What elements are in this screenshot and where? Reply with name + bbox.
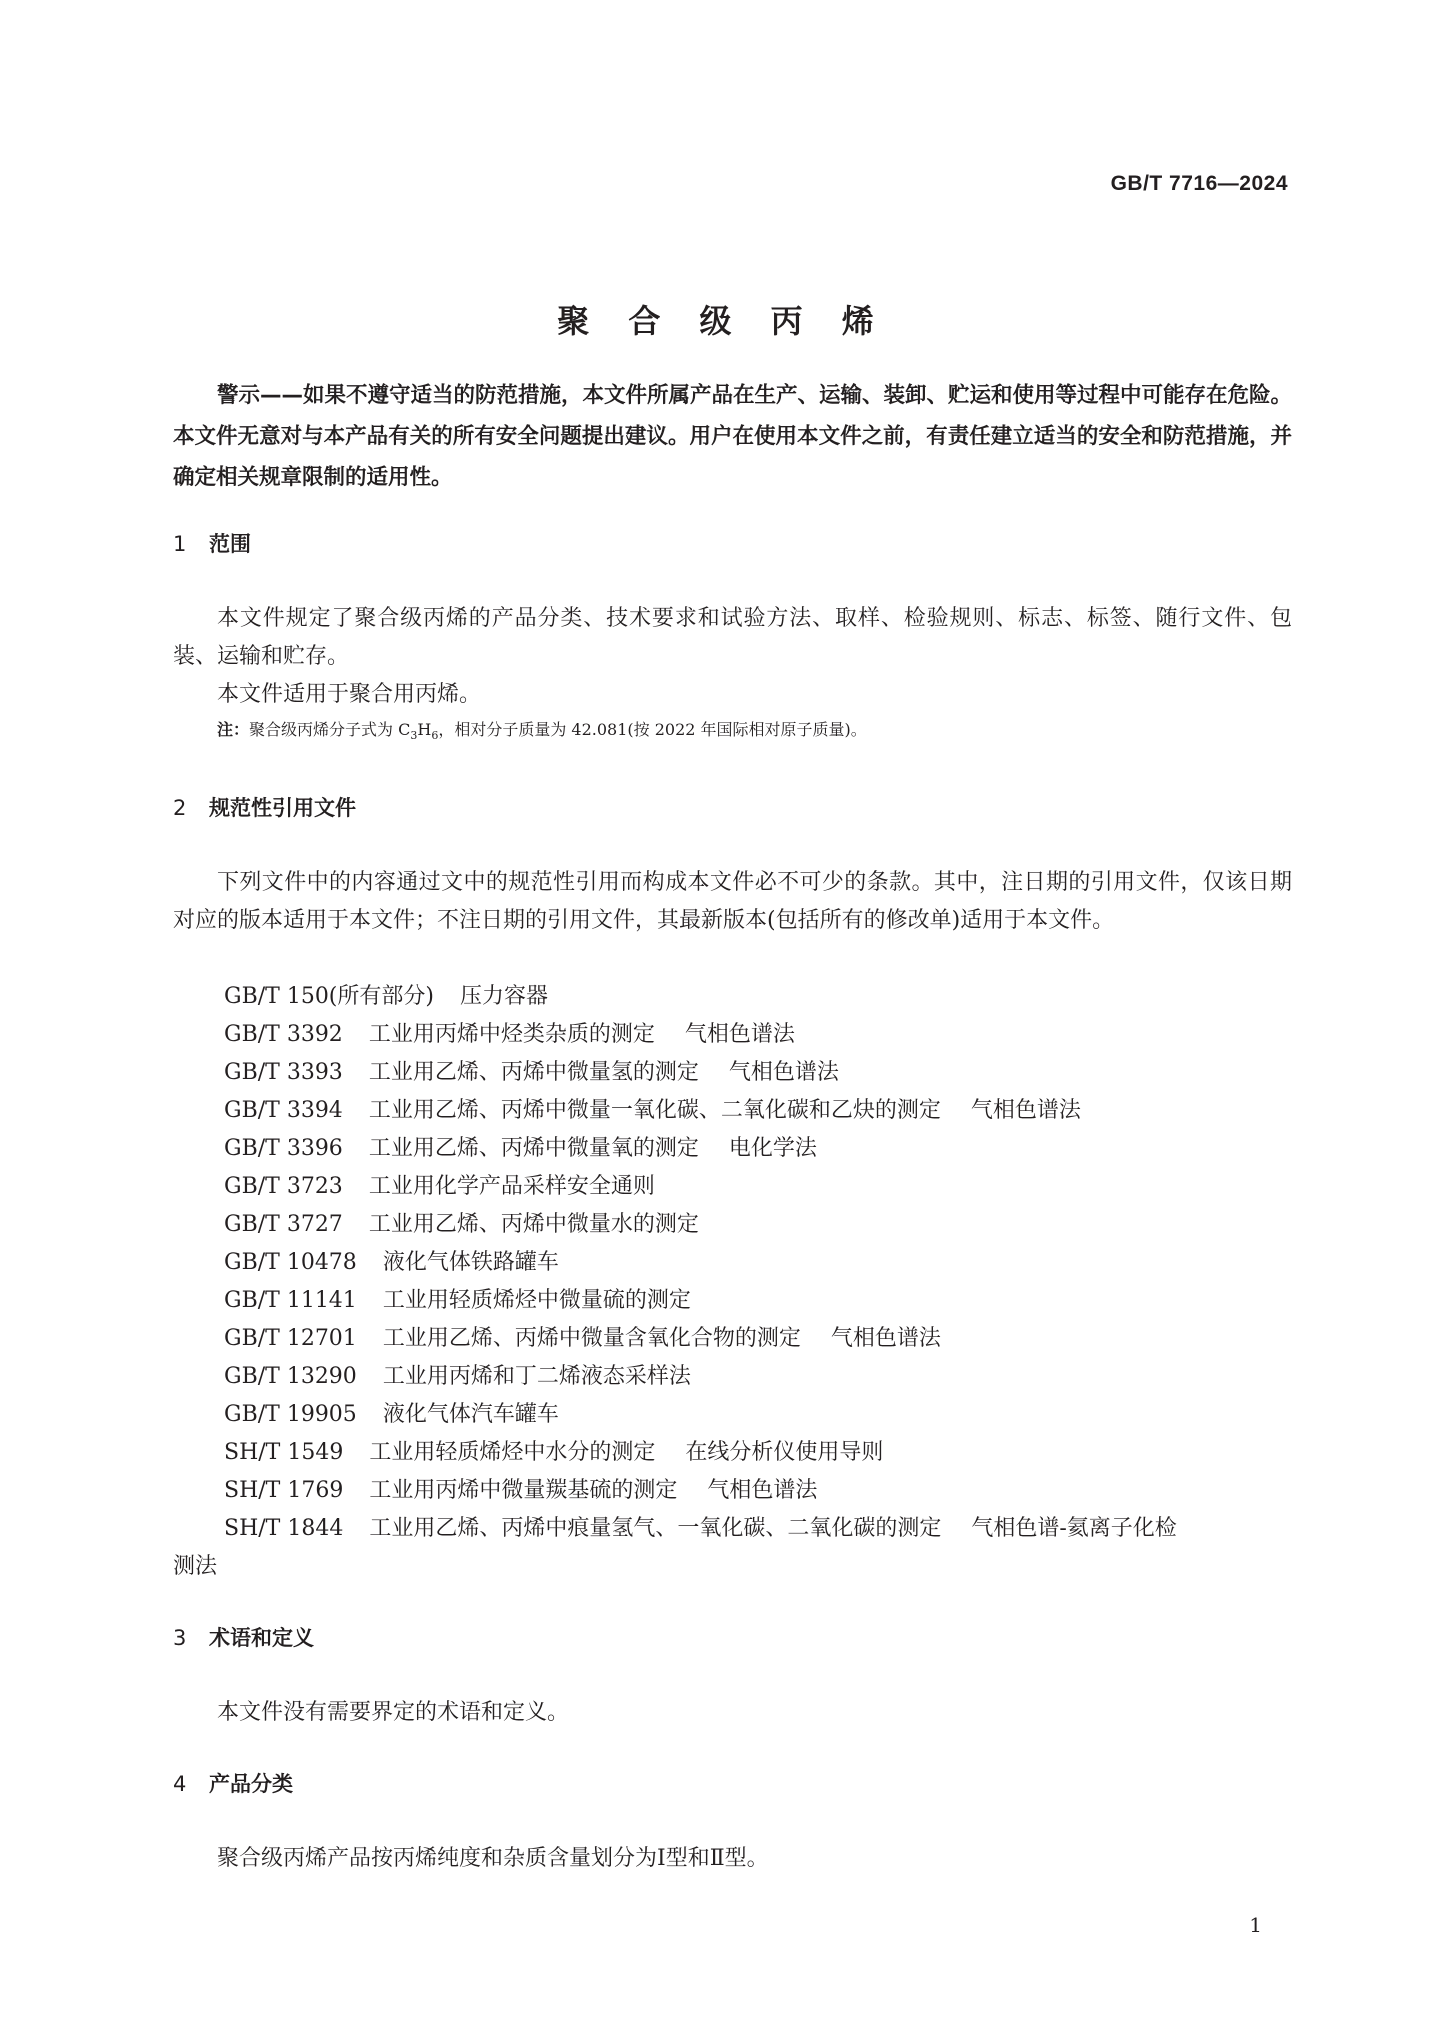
reference-title: 压力容器 bbox=[459, 984, 548, 1009]
reference-code: GB/T 150(所有部分) bbox=[224, 984, 434, 1009]
reference-item bbox=[224, 1244, 559, 1282]
reference-item bbox=[224, 1054, 839, 1092]
reference-title: 工业用乙烯、丙烯中微量水的测定 bbox=[368, 1212, 699, 1237]
reference-title: 工业用乙烯、丙烯中微量一氧化碳、二氧化碳和乙炔的测定 bbox=[368, 1098, 941, 1123]
reference-title: 液化气体铁路罐车 bbox=[382, 1250, 559, 1275]
section-1-paragraph-2: 本文件适用于聚合用丙烯。 bbox=[217, 682, 482, 707]
reference-item bbox=[224, 1016, 795, 1054]
reference-title: 工业用丙烯和丁二烯液态采样法 bbox=[382, 1364, 691, 1389]
reference-title: 工业用丙烯中烃类杂质的测定 bbox=[368, 1022, 655, 1047]
section-number: 4 bbox=[173, 1772, 187, 1796]
reference-code: GB/T 10478 bbox=[224, 1250, 357, 1275]
reference-title: 工业用轻质烯烃中微量硫的测定 bbox=[382, 1288, 691, 1313]
reference-method: 在线分析仪使用导则 bbox=[685, 1440, 884, 1465]
reference-item bbox=[224, 1130, 817, 1168]
page-number: 1 bbox=[1249, 1913, 1262, 1937]
section-2-heading bbox=[173, 792, 356, 822]
reference-item bbox=[224, 1320, 941, 1358]
reference-title: 液化气体汽车罐车 bbox=[382, 1402, 559, 1427]
section-2-paragraph: 下列文件中的内容通过文中的规范性引用而构成本文件必不可少的条款。其中，注日期的引用文件，仅该日期对应的版本适用于本文件；不注日期的引用文件，其最新版本(包括所有的修改单)适用于本文件。 bbox=[173, 870, 1292, 933]
section-title: 术语和定义 bbox=[209, 1626, 314, 1650]
reference-code: GB/T 3396 bbox=[224, 1136, 343, 1161]
reference-item bbox=[224, 978, 548, 1016]
reference-code: SH/T 1844 bbox=[224, 1516, 344, 1541]
note-text-mid: H bbox=[417, 720, 432, 739]
reference-item bbox=[224, 1358, 691, 1396]
reference-method: 气相色谱法 bbox=[830, 1326, 941, 1351]
standard-code: GB/T 7716—2024 bbox=[1110, 172, 1288, 195]
section-1-paragraph-1: 本文件规定了聚合级丙烯的产品分类、技术要求和试验方法、取样、检验规则、标志、标签、随行文件、包装、运输和贮存。 bbox=[173, 606, 1292, 669]
note-subscript-carbon: 3 bbox=[410, 729, 418, 743]
reference-code: GB/T 3727 bbox=[224, 1212, 343, 1237]
note-text-post: ，相对分子质量为 42.081(按 2022 年国际相对原子质量)。 bbox=[438, 720, 867, 739]
section-1-heading bbox=[173, 528, 251, 558]
reference-method: 气相色谱法 bbox=[684, 1022, 795, 1047]
section-title: 规范性引用文件 bbox=[209, 796, 356, 820]
reference-code: GB/T 13290 bbox=[224, 1364, 357, 1389]
reference-continuation: 测法 bbox=[173, 1554, 218, 1579]
warning-paragraph: 警示——如果不遵守适当的防范措施，本文件所属产品在生产、运输、装卸、贮运和使用等过程中可能存在危险。本文件无意对与本产品有关的所有安全问题提出建议。用户在使用本文件之前，有责任建立适当的安全和防范措施，并确定相关规章限制的适用性。 bbox=[173, 383, 1293, 490]
reference-title: 工业用乙烯、丙烯中微量氧的测定 bbox=[368, 1136, 699, 1161]
section-number: 1 bbox=[173, 532, 187, 556]
reference-method: 气相色谱法 bbox=[707, 1478, 818, 1503]
section-4-paragraph: 聚合级丙烯产品按丙烯纯度和杂质含量划分为Ⅰ型和Ⅱ型。 bbox=[217, 1846, 769, 1871]
section-3-heading bbox=[173, 1622, 314, 1652]
reference-code: GB/T 3394 bbox=[224, 1098, 343, 1123]
reference-title: 工业用乙烯、丙烯中微量氢的测定 bbox=[368, 1060, 699, 1085]
section-3-paragraph: 本文件没有需要界定的术语和定义。 bbox=[217, 1700, 570, 1725]
note-label: 注： bbox=[217, 720, 250, 739]
note-text-pre: 聚合级丙烯分子式为 C bbox=[249, 720, 411, 739]
note-subscript-hydrogen: 6 bbox=[431, 729, 439, 743]
reference-method: 气相色谱法 bbox=[728, 1060, 839, 1085]
reference-method: 气相色谱法 bbox=[970, 1098, 1081, 1123]
reference-code: GB/T 3392 bbox=[224, 1022, 343, 1047]
section-1-note bbox=[217, 718, 867, 748]
reference-item bbox=[224, 1168, 655, 1206]
section-number: 2 bbox=[173, 796, 187, 820]
reference-code: GB/T 3393 bbox=[224, 1060, 343, 1085]
document-title: 聚 合 级 丙 烯 bbox=[557, 302, 888, 340]
reference-item bbox=[224, 1092, 1081, 1130]
reference-item bbox=[224, 1396, 559, 1434]
reference-method: 气相色谱-氦离子化检 bbox=[971, 1516, 1177, 1541]
reference-title: 工业用乙烯、丙烯中微量含氧化合物的测定 bbox=[382, 1326, 801, 1351]
reference-title: 工业用乙烯、丙烯中痕量氢气、一氧化碳、二氧化碳的测定 bbox=[369, 1516, 942, 1541]
reference-method: 电化学法 bbox=[728, 1136, 817, 1161]
reference-title: 工业用化学产品采样安全通则 bbox=[368, 1174, 655, 1199]
reference-title: 工业用轻质烯烃中水分的测定 bbox=[369, 1440, 656, 1465]
reference-item bbox=[224, 1282, 691, 1320]
section-number: 3 bbox=[173, 1626, 187, 1650]
section-title: 范围 bbox=[209, 532, 251, 556]
reference-code: GB/T 12701 bbox=[224, 1326, 357, 1351]
reference-item bbox=[224, 1206, 699, 1244]
section-4-heading bbox=[173, 1768, 293, 1798]
reference-item bbox=[224, 1510, 1177, 1548]
reference-title: 工业用丙烯中微量羰基硫的测定 bbox=[369, 1478, 678, 1503]
reference-item bbox=[224, 1472, 817, 1510]
reference-code: GB/T 11141 bbox=[224, 1288, 357, 1313]
reference-code: GB/T 19905 bbox=[224, 1402, 357, 1427]
reference-item bbox=[224, 1434, 883, 1472]
section-title: 产品分类 bbox=[209, 1772, 293, 1796]
reference-code: GB/T 3723 bbox=[224, 1174, 343, 1199]
reference-code: SH/T 1549 bbox=[224, 1440, 344, 1465]
reference-code: SH/T 1769 bbox=[224, 1478, 344, 1503]
